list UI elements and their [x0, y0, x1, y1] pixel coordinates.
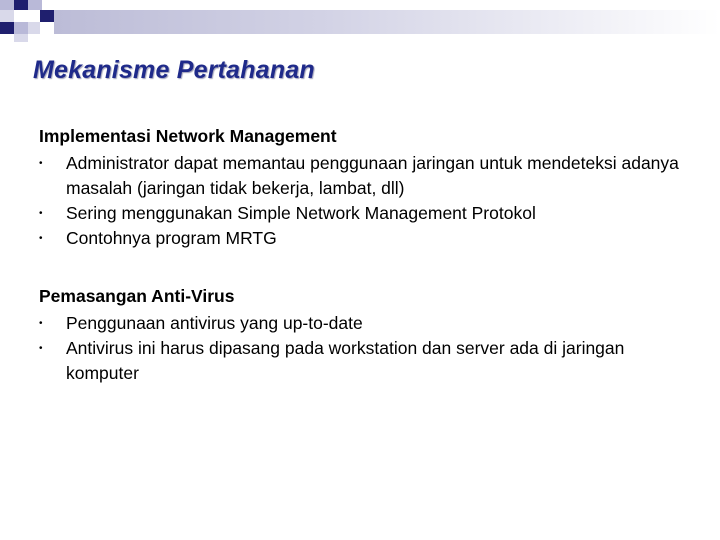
list-item [39, 336, 679, 386]
decor-square [28, 0, 42, 10]
decor-square [14, 34, 28, 42]
section-heading: Pemasangan Anti-Virus [39, 286, 235, 306]
list-item [39, 151, 679, 201]
bullet-text: Sering menggunakan Simple Network Management Protokol [66, 203, 536, 223]
list-item [39, 311, 679, 336]
decor-square [14, 0, 28, 10]
decor-square [0, 22, 14, 34]
decor-square [0, 10, 14, 22]
bullet-icon: • [39, 233, 43, 244]
bullet-icon: • [39, 343, 43, 354]
decor-square [40, 10, 54, 22]
section-heading: Implementasi Network Management [39, 126, 337, 146]
bullet-text: Antivirus ini harus dipasang pada workstation dan server ada di jaringan komputer [66, 338, 625, 383]
section-anti-virus [39, 284, 679, 386]
list-item [39, 226, 679, 251]
decor-square [14, 22, 28, 34]
decor-square [28, 22, 40, 34]
decor-square [0, 0, 14, 10]
bullet-list [39, 311, 679, 386]
slide-content [39, 124, 679, 386]
bullet-icon: • [39, 318, 43, 329]
bullet-icon: • [39, 158, 43, 169]
bullet-icon: • [39, 208, 43, 219]
bullet-text: Contohnya program MRTG [66, 228, 277, 248]
slide-title: Mekanisme Pertahanan [33, 56, 315, 84]
bullet-text: Administrator dapat memantau penggunaan jaringan untuk mendeteksi adanya masalah (jaringan tidak bekerja, lambat, dll) [66, 153, 679, 198]
bullet-text: Penggunaan antivirus yang up-to-date [66, 313, 363, 333]
decor-gradient-bar [54, 10, 720, 34]
list-item [39, 201, 679, 226]
bullet-list [39, 151, 679, 251]
section-network-management [39, 124, 679, 251]
